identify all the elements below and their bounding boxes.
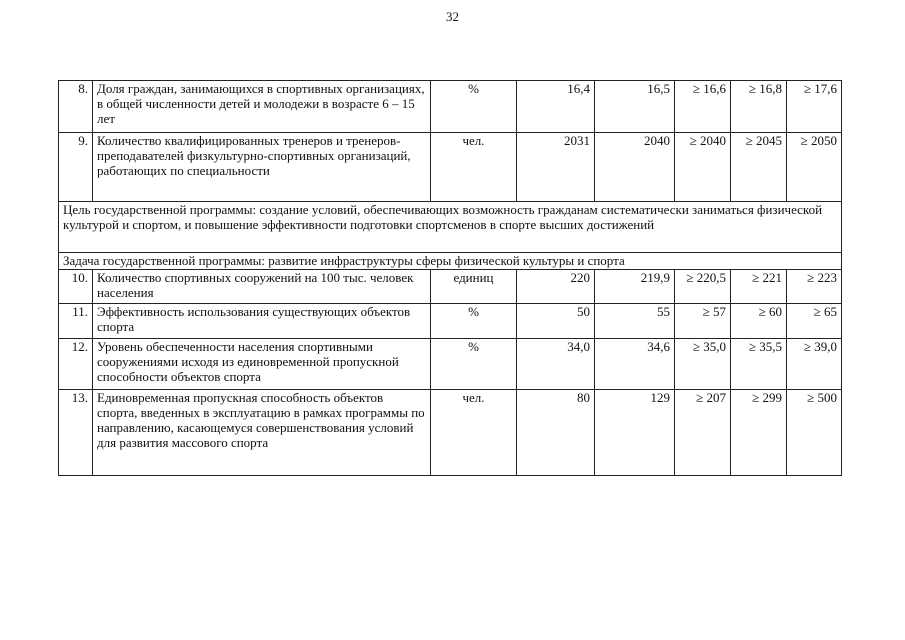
target-cell: ≥ 65 [787, 304, 842, 339]
target-cell: ≥ 16,8 [731, 81, 787, 133]
target-cell: ≥ 17,6 [787, 81, 842, 133]
value-cell: 2031 [517, 133, 595, 202]
value-cell: 34,0 [517, 339, 595, 390]
target-cell: ≥ 2040 [675, 133, 731, 202]
target-cell: ≥ 299 [731, 390, 787, 476]
target-cell: ≥ 60 [731, 304, 787, 339]
target-cell: ≥ 35,0 [675, 339, 731, 390]
row-number: 9. [59, 133, 93, 202]
indicators-table [58, 80, 842, 476]
target-cell: ≥ 2050 [787, 133, 842, 202]
row-number: 12. [59, 339, 93, 390]
value-cell: 220 [517, 270, 595, 304]
unit-cell: % [431, 81, 517, 133]
target-cell: ≥ 220,5 [675, 270, 731, 304]
value-cell: 129 [595, 390, 675, 476]
target-cell: ≥ 57 [675, 304, 731, 339]
value-cell: 80 [517, 390, 595, 476]
indicator-name: Доля граждан, занимающихся в спортивных организациях, в общей численности детей и молодежи в возрасте 6 – 15 лет [93, 81, 431, 133]
unit-cell: чел. [431, 133, 517, 202]
target-cell: ≥ 39,0 [787, 339, 842, 390]
section-row [59, 202, 842, 253]
unit-cell: % [431, 304, 517, 339]
unit-cell: единиц [431, 270, 517, 304]
page-number: 32 [446, 9, 459, 24]
value-cell: 16,5 [595, 81, 675, 133]
unit-cell: чел. [431, 390, 517, 476]
value-cell: 219,9 [595, 270, 675, 304]
indicator-row [59, 339, 842, 390]
value-cell: 55 [595, 304, 675, 339]
indicator-row [59, 390, 842, 476]
indicator-name: Уровень обеспеченности населения спортивными сооружениями исходя из единовременной пропускной способности объектов спорта [93, 339, 431, 390]
value-cell: 16,4 [517, 81, 595, 133]
unit-cell: % [431, 339, 517, 390]
row-number: 11. [59, 304, 93, 339]
indicator-row [59, 81, 842, 133]
indicator-row [59, 304, 842, 339]
section-row [59, 253, 842, 270]
target-cell: ≥ 35,5 [731, 339, 787, 390]
indicator-name: Единовременная пропускная способность объектов спорта, введенных в эксплуатацию в рамках программы по направлению, касающемуся совершенствования условий для развития массового спорта [93, 390, 431, 476]
indicator-row [59, 270, 842, 304]
value-cell: 2040 [595, 133, 675, 202]
indicators-table-body [59, 81, 842, 476]
target-cell: ≥ 500 [787, 390, 842, 476]
row-number: 8. [59, 81, 93, 133]
value-cell: 50 [517, 304, 595, 339]
target-cell: ≥ 223 [787, 270, 842, 304]
value-cell: 34,6 [595, 339, 675, 390]
indicator-name: Количество спортивных сооружений на 100 тыс. человек населения [93, 270, 431, 304]
indicator-name: Количество квалифицированных тренеров и тренеров-преподавателей физкультурно-спортивных организаций, работающих по специальности [93, 133, 431, 202]
row-number: 10. [59, 270, 93, 304]
row-number: 13. [59, 390, 93, 476]
target-cell: ≥ 2045 [731, 133, 787, 202]
section-text: Задача государственной программы: развитие инфраструктуры сферы физической культуры и спорта [59, 253, 842, 270]
target-cell: ≥ 16,6 [675, 81, 731, 133]
indicator-name: Эффективность использования существующих объектов спорта [93, 304, 431, 339]
target-cell: ≥ 207 [675, 390, 731, 476]
section-text: Цель государственной программы: создание условий, обеспечивающих возможность гражданам систематически заниматься физической культурой и спортом, и повышение эффективности подготовки спортсменов в спорте высших достижений [59, 202, 842, 253]
indicator-row [59, 133, 842, 202]
target-cell: ≥ 221 [731, 270, 787, 304]
